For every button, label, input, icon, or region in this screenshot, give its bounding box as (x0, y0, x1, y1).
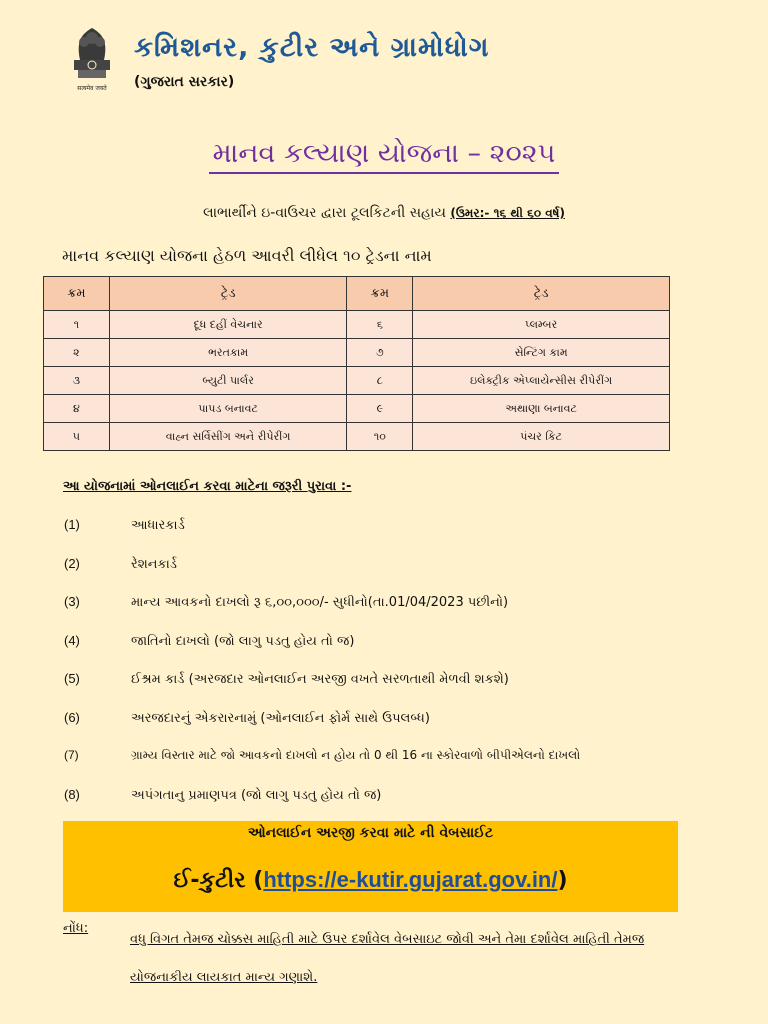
list-item (64, 748, 580, 763)
subtitle-text: લાભાર્થીને ઇ-વાઉચર દ્વારા ટૂલકિટની સહાય (203, 205, 446, 221)
list-item-number: (3) (64, 594, 80, 609)
serial-cell: ૪ (44, 395, 110, 423)
table-row (44, 423, 670, 451)
list-item-text: અરજદારનું એકરારનામું (ઓનલાઈન ફોર્મ સાથે ઉપલબ્ધ) (131, 711, 430, 726)
trade-cell: અથાણા બનાવટ (413, 395, 670, 423)
serial-cell: ૩ (44, 367, 110, 395)
trades-table (43, 276, 670, 451)
site-name: ઈ-કુટીર (173, 868, 246, 893)
list-item-text: ઈશ્રમ કાર્ડ (અરજદાર ઓનલાઈન અરજી વખતે સરળતાથી મેળવી શકશે) (131, 672, 509, 687)
website-banner (63, 821, 678, 912)
trade-cell: દૂધ દહીં વેચનાર (109, 311, 347, 339)
serial-cell: ૨ (44, 339, 110, 367)
list-item-number: (5) (64, 671, 80, 686)
trade-cell: વાહ્ન સર્વિસીંગ અને રીપેરીંગ (109, 423, 347, 451)
header-serial-1: ક્રમ (44, 277, 110, 311)
serial-cell: ૮ (347, 367, 413, 395)
serial-cell: ૬ (347, 311, 413, 339)
note-text: વધુ વિગત તેમજ ચોક્કસ માહિતી માટે ઉપર દર્શાવેલ વેબસાઇટ જોવી અને તેમા દર્શાવેલ માહિતી તેમજ યોજનાકીય લાયકાત માન્ય ગણાશે. (130, 932, 645, 985)
org-subtitle: (ગુજરાત સરકાર) (134, 74, 235, 90)
list-item-number: (2) (64, 556, 80, 571)
list-item-text: રેશનકાર્ડ (131, 557, 177, 572)
subtitle (0, 205, 768, 221)
trades-heading: માનવ કલ્યાણ યોજના હેઠળ આવરી લીધેલ ૧૦ ટ્રેડના નામ (62, 246, 432, 265)
table-row (44, 367, 670, 395)
website-link[interactable]: https://e-kutir.gujarat.gov.in/ (263, 867, 558, 892)
open-paren: ( (253, 868, 264, 893)
header (62, 24, 722, 94)
age-range: (ઉમર:- ૧૬ થી ૬૦ વર્ષ) (450, 206, 565, 220)
trade-cell: પ્લમ્બર (413, 311, 670, 339)
table-row (44, 339, 670, 367)
list-item-number: (8) (64, 787, 80, 802)
serial-cell: ૭ (347, 339, 413, 367)
list-item-text: જાતિનો દાખલો (જો લાગુ પડતુ હોય તો જ) (131, 634, 355, 649)
trade-cell: ભરતકામ (109, 339, 347, 367)
list-item-number: (4) (64, 633, 80, 648)
header-trade-1: ટ્રેડ (109, 277, 347, 311)
trade-cell: સેન્ટિંગ કામ (413, 339, 670, 367)
serial-cell: ૧ (44, 311, 110, 339)
serial-cell: ૯ (347, 395, 413, 423)
list-item-number: (6) (64, 710, 80, 725)
list-item (64, 517, 185, 533)
header-serial-2: ક્રમ (347, 277, 413, 311)
svg-text:सत्यमेव जयते: सत्यमेव जयते (77, 85, 107, 92)
list-item-text: ગ્રામ્ય વિસ્તાર માટે જો આવકનો દાખલો ન હોય તો 0 થી 16 ના સ્કોરવાળો બીપીએલનો દાખલો (131, 748, 581, 762)
trade-cell: પાપડ બનાવટ (109, 395, 347, 423)
list-item (64, 556, 177, 572)
list-item (64, 633, 354, 649)
national-emblem-icon (62, 24, 122, 94)
list-item (64, 671, 509, 687)
trade-cell: ઇલેક્ટ્રીક એપ્લાયેન્સીસ રીપેરીંગ (413, 367, 670, 395)
table-row (44, 311, 670, 339)
table-header-row (44, 277, 670, 311)
table-row (44, 395, 670, 423)
list-item (64, 594, 508, 610)
page-title (0, 138, 768, 170)
note-label: નોંધ: (63, 921, 89, 936)
banner-site (63, 867, 678, 893)
list-item-text: અપંગતાનુ પ્રમાણપત્ર (જો લાગુ પડતુ હોય તો જ) (131, 788, 382, 803)
trade-cell: બ્યુટી પાર્લર (109, 367, 347, 395)
trade-cell: પંચર કિટ (413, 423, 670, 451)
serial-cell: ૧૦ (347, 423, 413, 451)
page-title-text: માનવ કલ્યાણ યોજના – ૨૦૨૫ (209, 138, 560, 174)
org-name: કમિશનર, કુટીર અને ગ્રામોધોગ (134, 32, 490, 63)
serial-cell: ૫ (44, 423, 110, 451)
list-item-text: આધારકાર્ડ (131, 518, 185, 533)
documents-heading: આ યોજનામાં ઓનલાઈન કરવા માટેના જરૂરી પુરાવા :- (63, 479, 352, 494)
close-paren: ) (557, 868, 568, 893)
header-trade-2: ટ્રેડ (413, 277, 670, 311)
list-item-number: (1) (64, 517, 80, 532)
list-item-text: માન્ય આવકનો દાખલો રૂ ૬,૦૦,૦૦૦/- સુધીનો(તા.01/04/2023 પછીનો) (131, 595, 509, 610)
list-item (64, 710, 430, 726)
banner-title: ઓનલાઈન અરજી કરવા માટે ની વેબસાઈટ (247, 825, 494, 841)
list-item (64, 787, 381, 803)
list-item-number: (7) (64, 748, 79, 762)
